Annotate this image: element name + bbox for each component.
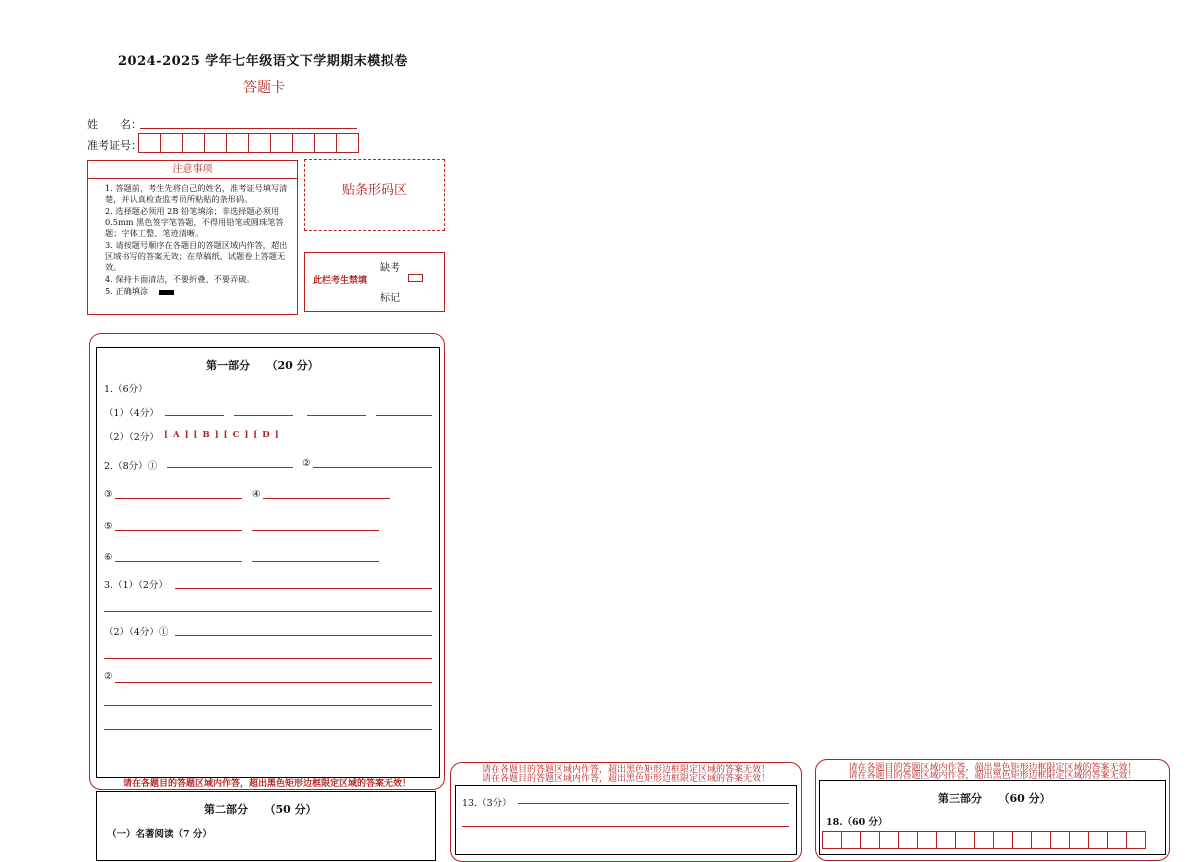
q2-2-label: ②: [302, 458, 311, 469]
q18-label: 18.（60 分）: [826, 817, 888, 828]
q3-1-label: 3.（1）（2分）: [104, 580, 168, 591]
q3-answer-line[interactable]: [104, 658, 432, 659]
part2-title: 第二部分 （50 分）: [204, 803, 317, 816]
q2-label: 2.（8分）①: [104, 461, 158, 472]
notice-item: 2. 选择题必须用 2B 铅笔填涂；非选择题必须用 0.5mm 黑色签字笔答题，不得用铅笔或圆珠笔答题；字体工整、笔迹清晰。: [105, 206, 284, 238]
absent-label-2: 标记: [380, 293, 400, 304]
notice-item: 4. 保持卡面清洁，不要折叠、不要弄破。: [105, 274, 255, 284]
notice-heading: 注意事项: [88, 161, 297, 179]
q1-2-label: （2）（2分）: [104, 432, 159, 443]
filled-mark-sample: [159, 290, 174, 295]
exam-id-boxes[interactable]: [138, 133, 358, 152]
notice-item: 5. 正确填涂: [105, 286, 149, 296]
name-label: 姓 名：: [87, 118, 142, 131]
q1-1-answer[interactable]: [165, 415, 224, 416]
notice-panel: [87, 160, 298, 315]
q2-4-label: ④: [252, 489, 261, 500]
warning-banner: 请在各题目的答题区域内作答，超出黑色矩形边框限定区域的答案无效！: [122, 779, 411, 789]
q1-1-answer[interactable]: [234, 415, 293, 416]
absent-checkbox[interactable]: [408, 274, 423, 282]
answer-card-subtitle: 答题卡: [243, 80, 285, 96]
q13-answer-line[interactable]: [462, 826, 789, 827]
q2-6-label: ⑥: [104, 552, 113, 563]
part3-title: 第三部分 （60 分）: [938, 792, 1051, 805]
absent-label-1: 缺考: [380, 263, 400, 274]
barcode-area: 贴条形码区: [304, 159, 445, 231]
q3-2-label: （2）（4分）①: [104, 627, 169, 638]
q2-answer-6[interactable]: [115, 561, 242, 562]
q3-answer-line[interactable]: [104, 729, 432, 730]
q2-answer-5[interactable]: [115, 530, 242, 531]
part1-title: 第一部分 （20 分）: [206, 359, 319, 372]
q3-answer-line[interactable]: [115, 682, 432, 683]
q1-1-answer[interactable]: [307, 415, 366, 416]
q2-answer-3[interactable]: [115, 498, 242, 499]
name-field[interactable]: [140, 128, 357, 129]
q3-answer-line[interactable]: [175, 635, 432, 636]
essay-grid[interactable]: [822, 831, 1145, 849]
q1-label: 1.（6分）: [104, 384, 148, 395]
q2-3-label: ③: [104, 489, 113, 500]
notice-item: 1. 答题前，考生先将自己的姓名，准考证号填写清楚，并认真检查监考员所粘贴的条形码。: [105, 183, 288, 204]
q3-answer-line[interactable]: [104, 705, 432, 706]
q2-answer-6b[interactable]: [252, 561, 379, 562]
q2-answer-4[interactable]: [263, 498, 390, 499]
q3-answer-line[interactable]: [175, 588, 432, 589]
q13-answer-line[interactable]: [518, 803, 789, 804]
part2-sub1: （一）名著阅读（7 分）: [107, 829, 212, 840]
q3-2b-label: ②: [104, 671, 113, 682]
exam-id-label: 准考证号：: [87, 139, 142, 152]
q2-answer-5b[interactable]: [252, 530, 379, 531]
q1-1-label: （1）（4分）: [104, 408, 159, 419]
absent-mark-panel: [304, 252, 445, 312]
q1-1-answer[interactable]: [376, 415, 432, 416]
q2-answer-2[interactable]: [313, 467, 432, 468]
q13-label: 13.（3分）: [462, 798, 512, 809]
warning-banner: 请在各题目的答题区域内作答，超出黑色矩形边框限定区域的答案无效！: [848, 771, 1137, 781]
q2-answer-1[interactable]: [167, 467, 293, 468]
warning-banner: 请在各题目的答题区域内作答，超出黑色矩形边框限定区域的答案无效！: [848, 763, 1137, 773]
notice-item: 3. 请按题号顺序在各题目的答题区域内作答，超出区域书写的答案无效；在草稿纸、试题卷上答题无效。: [105, 240, 288, 272]
page-title: 2024-2025 学年七年级语文下学期期末模拟卷: [118, 54, 408, 69]
q3-answer-line[interactable]: [104, 611, 432, 612]
q1-2-options[interactable]: [ A ] [ B ] [ C ] [ D ]: [164, 430, 280, 440]
q2-5-label: ⑤: [104, 521, 113, 532]
forbid-label: 此栏考生禁填: [313, 276, 368, 286]
warning-banner: 请在各题目的答题区域内作答，超出黑色矩形边框限定区域的答案无效！: [481, 774, 770, 784]
warning-banner: 请在各题目的答题区域内作答，超出黑色矩形边框限定区域的答案无效！: [481, 765, 770, 775]
